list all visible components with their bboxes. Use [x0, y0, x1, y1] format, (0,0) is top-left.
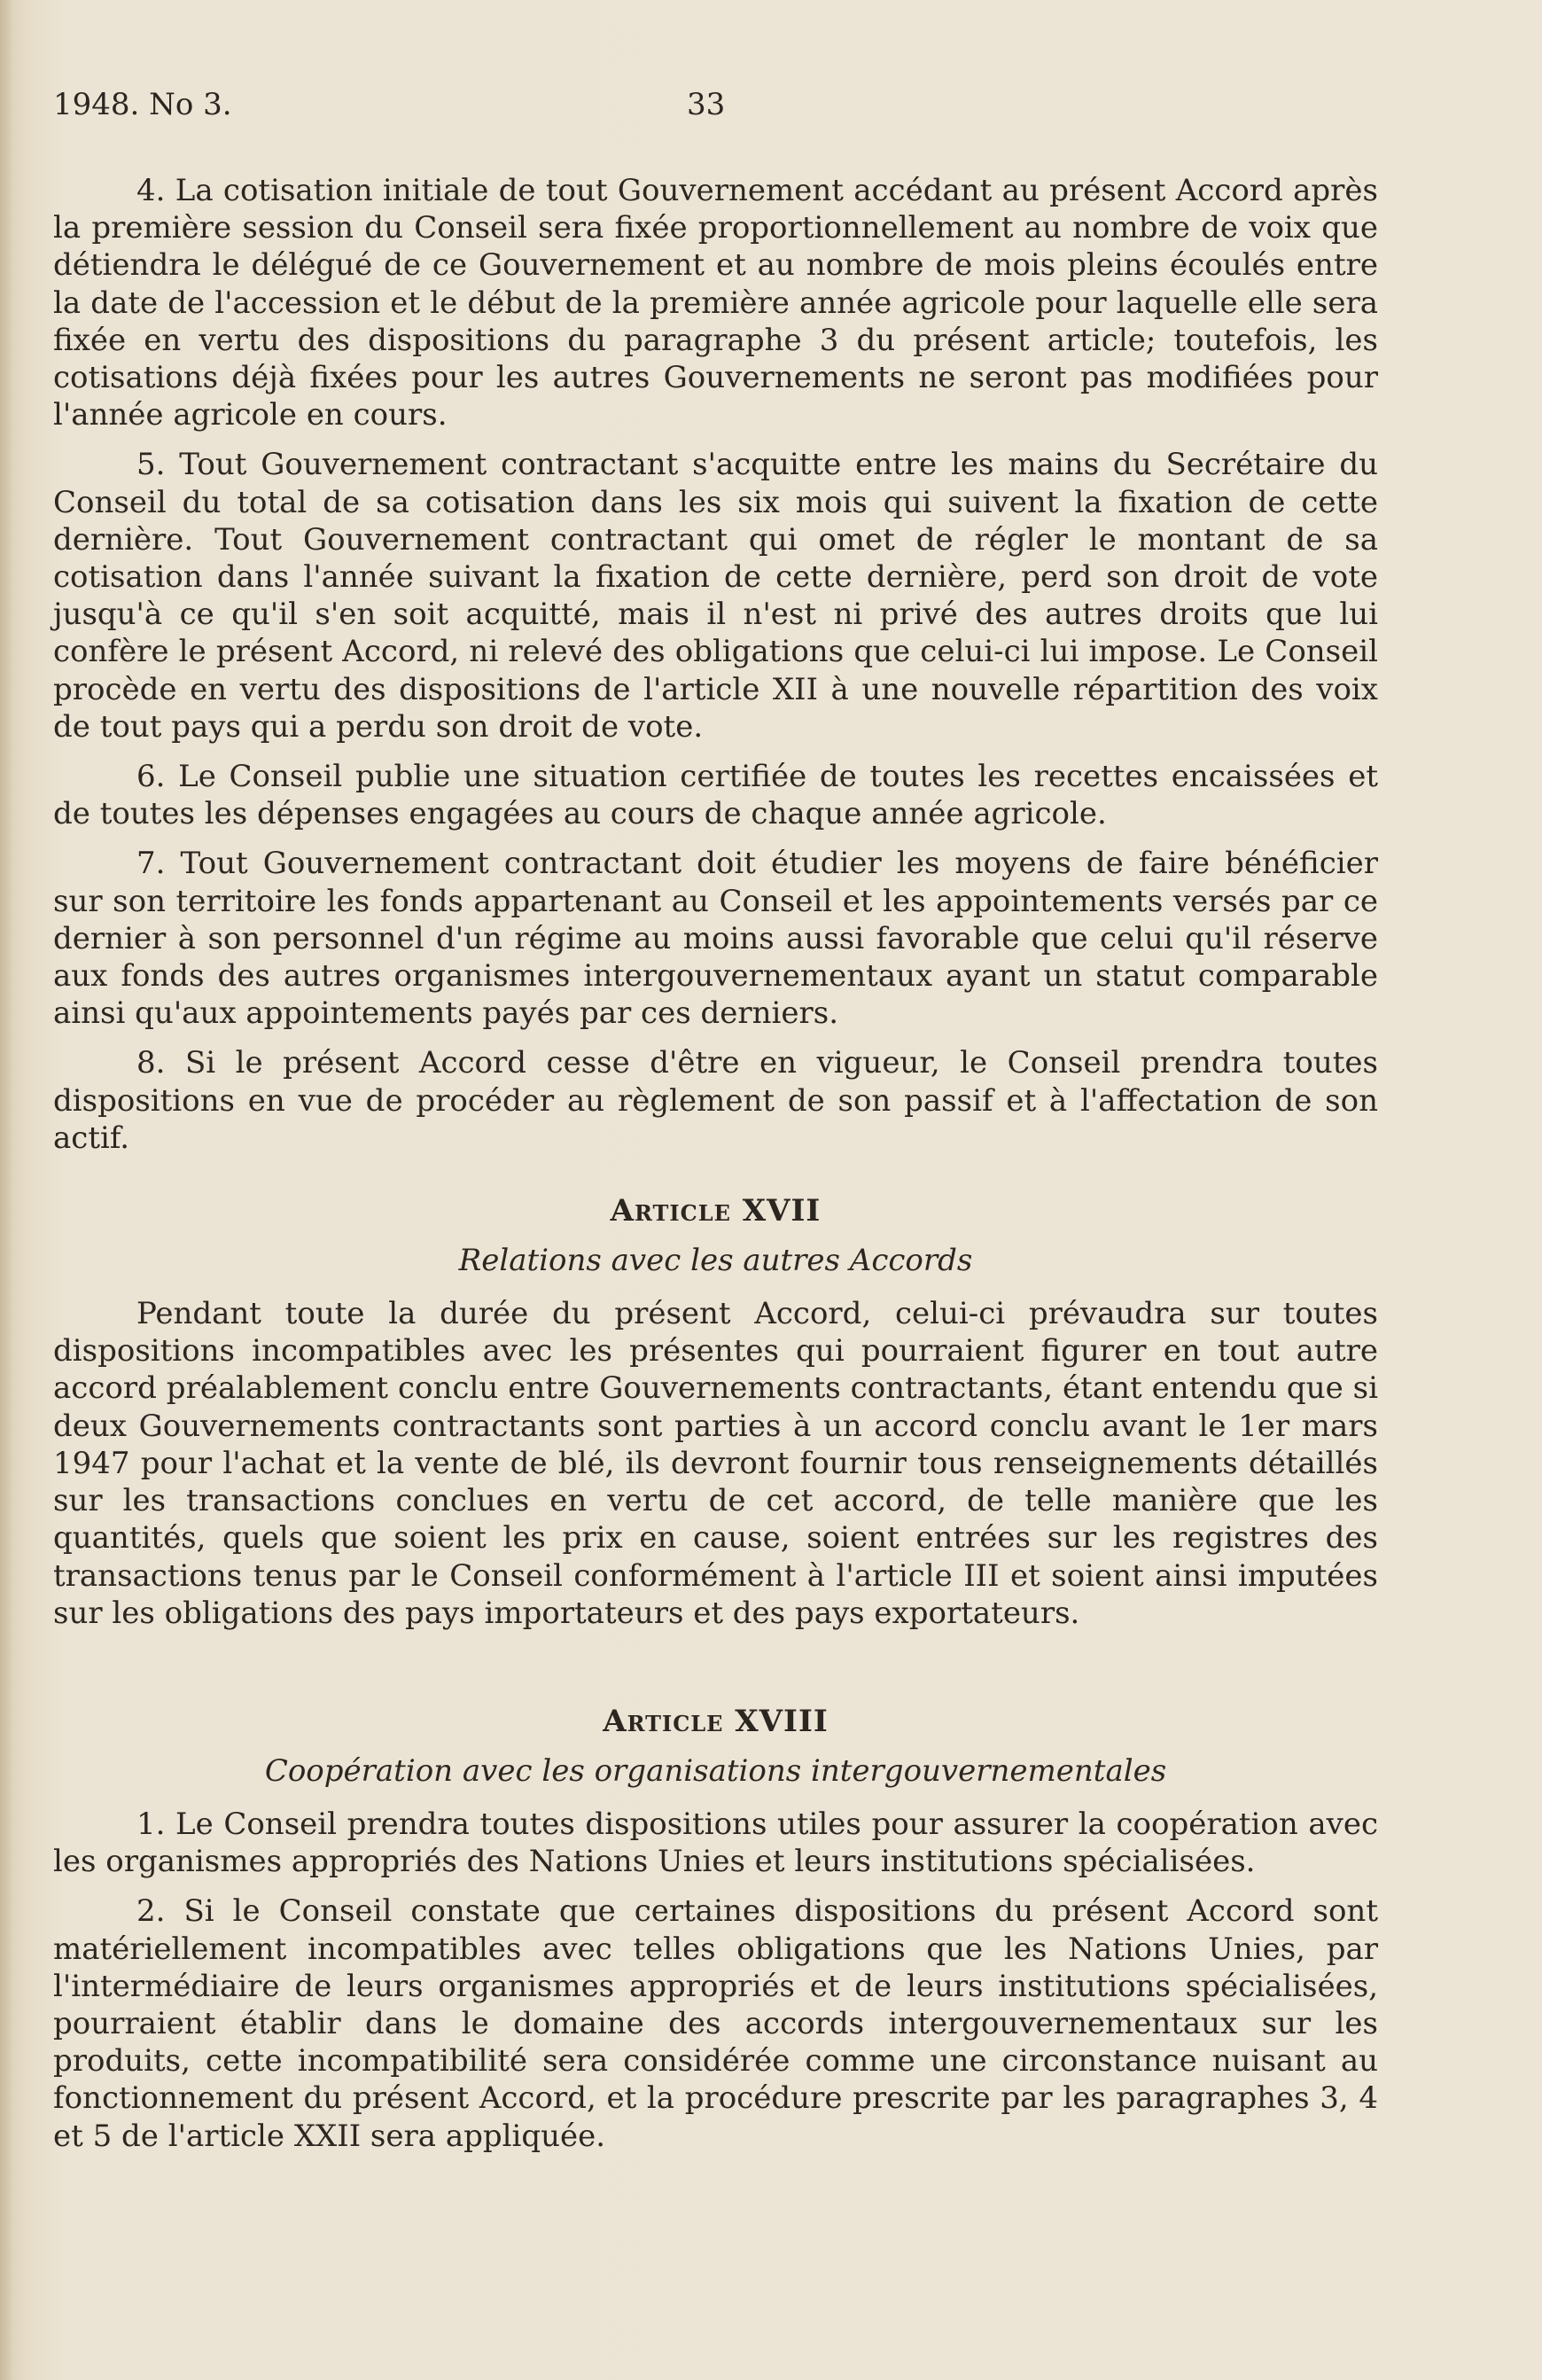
paragraph-4: 4. La cotisation initiale de tout Gouvernement accédant au présent Accord après la première session du Conseil sera fixée proportionnellement au nombre de voix que détiendra le délégué de ce Gouvernement et au nombre de mois pleins écoulés entre la date de l'accession et le début de la première année agricole pour laquelle elle sera fixée en vertu des dispositions du paragraphe 3 du présent article; toutefois, les cotisations déjà fixées pour les autres Gouvernements ne seront pas modifiées pour l'année agricole en cours.	[53, 173, 1378, 433]
article-18-paragraph-2: 2. Si le Conseil constate que certaines dispositions du présent Accord sont matériellement incompatibles avec telles obligations que les Nations Unies, par l'intermédiaire de leurs organismes appropriés et de leurs institutions spécialisées, pourraient établir dans le domaine des accords intergouvernementaux sur les produits, cette incompatibilité sera considérée comme une circonstance nuisant au fonctionnement du présent Accord, et la procédure prescrite par les paragraphes 3, 4 et 5 de l'article XXII sera appliquée.	[53, 1893, 1378, 2154]
article-18-subtitle: Coopération avec les organisations intergouvernementales	[264, 1752, 1167, 1789]
page-header	[53, 85, 1378, 138]
article-18-heading: Article XVIII	[603, 1703, 829, 1739]
paragraph-6: 6. Le Conseil publie une situation certifiée de toutes les recettes encaissées et de toutes les dépenses engagées au cours de chaque année agricole.	[53, 759, 1378, 832]
article-18-paragraph-1: 1. Le Conseil prendra toutes dispositions utiles pour assurer la coopération avec les organismes appropriés des Nations Unies et leurs institutions spécialisées.	[53, 1806, 1378, 1880]
document-body	[53, 172, 1378, 2155]
publication-reference: 1948. No 3.	[53, 87, 232, 122]
article-17-paragraph: Pendant toute la durée du présent Accord, celui-ci prévaudra sur toutes dispositions incompatibles avec les présentes qui pourraient figurer en tout autre accord préalablement conclu entre Gouvernements contractants, étant entendu que si deux Gouvernements contractants sont parties à un accord conclu avant le 1er mars 1947 pour l'achat et la vente de blé, ils devront fournir tous renseignements détaillés sur les transactions conclues en vertu de cet accord, de telle manière que les quantités, quels que soient les prix en cause, soient entrées sur les registres des transactions tenus par le Conseil conformément à l'article III et soient ainsi imputées sur les obligations des pays importateurs et des pays exportateurs.	[53, 1296, 1378, 1631]
paragraph-8: 8. Si le présent Accord cesse d'être en vigueur, le Conseil prendra toutes dispositions en vue de procéder au règlement de son passif et à l'affectation de son actif.	[53, 1045, 1378, 1156]
page-number: 33	[687, 87, 726, 122]
article-17-subtitle: Relations avec les autres Accords	[458, 1243, 973, 1279]
paragraph-7: 7. Tout Gouvernement contractant doit étudier les moyens de faire bénéficier sur son territoire les fonds appartenant au Conseil et les appointements versés par ce dernier à son personnel d'un régime au moins aussi favorable que celui qu'il réserve aux fonds des autres organismes intergouvernementaux ayant un statut comparable ainsi qu'aux appointements payés par ces derniers.	[53, 846, 1378, 1032]
paragraph-5: 5. Tout Gouvernement contractant s'acquitte entre les mains du Secrétaire du Conseil du total de sa cotisation dans les six mois qui suivent la fixation de cette dernière. Tout Gouvernement contractant qui omet de régler le montant de sa cotisation dans l'année suivant la fixation de cette dernière, perd son droit de vote jusqu'à ce qu'il s'en soit acquitté, mais il n'est ni privé des autres droits que lui confère le présent Accord, ni relevé des obligations que celui-ci lui impose. Le Conseil procède en vertu des dispositions de l'article XII à une nouvelle répartition des voix de tout pays qui a perdu son droit de vote.	[53, 447, 1378, 745]
article-17-heading: Article XVII	[610, 1193, 822, 1229]
